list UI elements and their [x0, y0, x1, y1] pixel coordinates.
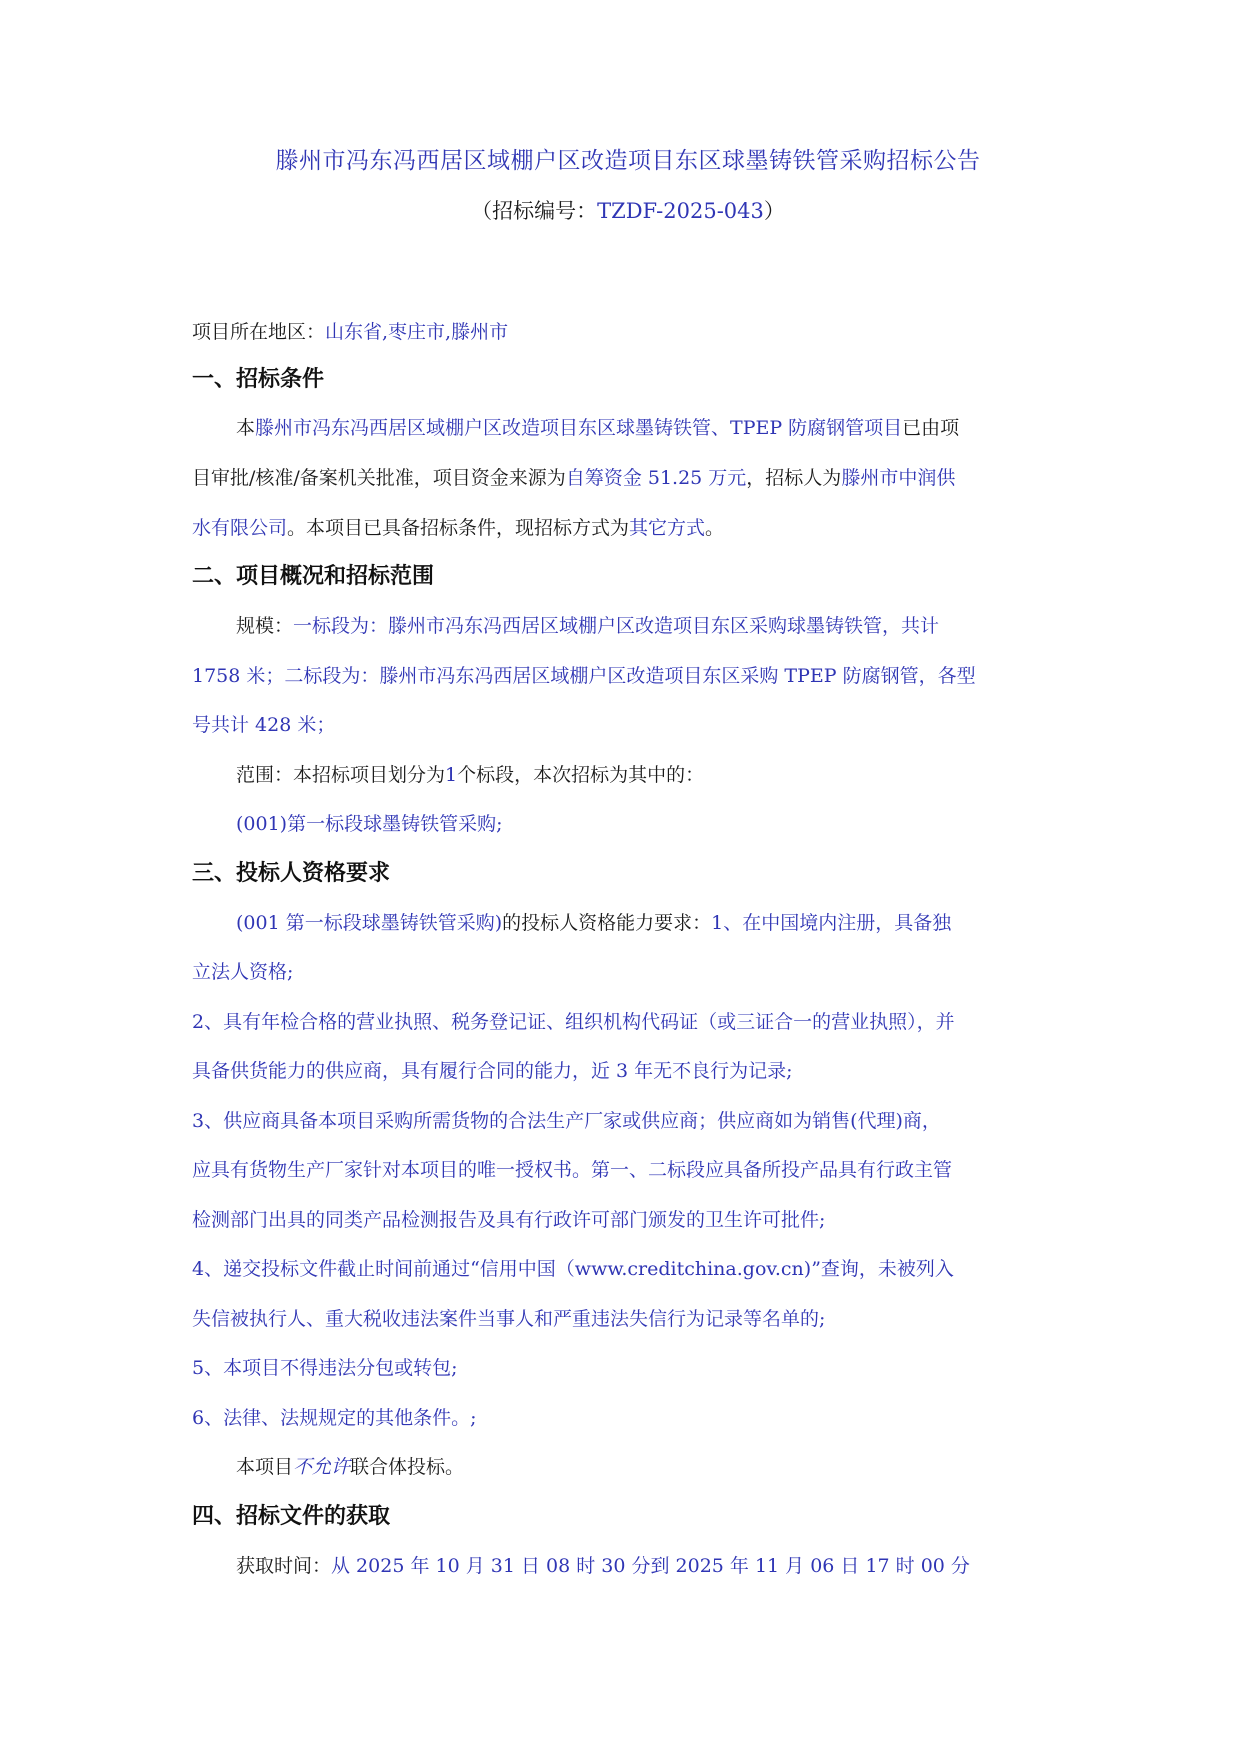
highlighted-text: 滕州市冯东冯西居区域棚户区改造项目东区球墨铸铁管、TPEP 防腐钢管项目 [255, 417, 903, 439]
document-title: 滕州市冯东冯西居区域棚户区改造项目东区球墨铸铁管采购招标公告 [275, 148, 981, 174]
requirement-item-5 [192, 1354, 1092, 1382]
highlighted-text: 应具有货物生产厂家针对本项目的唯一授权书。第一、二标段应具备所投产品具有行政主管 [192, 1159, 953, 1181]
highlighted-text: 6、法律、法规规定的其他条件。; [192, 1407, 477, 1429]
tender-number [0, 196, 1256, 226]
paragraph-line [236, 414, 1136, 442]
body-text: 获取时间： [236, 1555, 332, 1577]
section-heading-1: 一、招标条件 [192, 367, 325, 392]
paragraph-line [192, 1156, 1092, 1184]
requirement-item-2 [192, 1008, 1092, 1036]
paragraph-line [236, 612, 1136, 640]
paragraph-line [192, 662, 1092, 690]
acquisition-time [236, 1552, 1136, 1580]
body-text: 本项目 [236, 1456, 294, 1478]
requirement-item-3 [192, 1107, 1092, 1135]
body-text: 。 [705, 517, 725, 539]
highlighted-text: 水有限公司 [192, 517, 288, 539]
highlighted-text: (001 第一标段球墨铸铁管采购) [236, 912, 503, 934]
highlighted-text: 1、在中国境内注册，具备独 [711, 912, 952, 934]
highlighted-text: 4、递交投标文件截止时间前通过“信用中国（www.creditchina.gov.cn)”查询，未被列入 [192, 1258, 954, 1280]
body-text: 已由项 [902, 417, 960, 439]
highlighted-text: 自筹资金 51.25 万元 [565, 467, 747, 489]
highlighted-text: 一标段为：滕州市冯东冯西居区域棚户区改造项目东区采购球墨铸铁管，共计 [293, 615, 940, 637]
body-text: 范围：本招标项目划分为 [236, 764, 446, 786]
section-heading-3: 三、投标人资格要求 [192, 861, 391, 886]
section-heading-2: 二、项目概况和招标范围 [192, 564, 435, 589]
paragraph-line [192, 958, 1092, 986]
paragraph-line [192, 711, 1092, 739]
highlighted-text: 检测部门出具的同类产品检测报告及具有行政许可部门颁发的卫生许可批件; [192, 1209, 826, 1231]
highlighted-text: 其它方式 [629, 517, 706, 539]
highlighted-text: (001)第一标段球墨铸铁管采购; [236, 813, 503, 835]
paragraph-line [236, 761, 1136, 789]
highlighted-text: 5、本项目不得违法分包或转包; [192, 1357, 458, 1379]
body-text: 个标段，本次招标为其中的： [457, 764, 705, 786]
paragraph-line [192, 514, 1092, 542]
highlighted-text: 1758 米；二标段为：滕州市冯东冯西居区域棚户区改造项目东区采购 TPEP 防腐钢管，各型 [192, 665, 976, 687]
location-value: 山东省,枣庄市,滕州市 [325, 321, 509, 343]
highlighted-text: 号共计 428 米； [192, 714, 336, 736]
body-text: 规模： [236, 615, 294, 637]
paragraph-line [236, 909, 1136, 937]
highlighted-text: 3、供应商具备本项目采购所需货物的合法生产厂家或供应商；供应商如为销售(代理)商， [192, 1110, 941, 1132]
tender-number-prefix: （招标编号： [471, 199, 598, 223]
body-text: 的投标人资格能力要求： [502, 912, 712, 934]
highlighted-text: 不允许 [293, 1456, 351, 1478]
lot-item [236, 810, 1136, 838]
highlighted-text: 2、具有年检合格的营业执照、税务登记证、组织机构代码证（或三证合一的营业执照），并 [192, 1011, 955, 1033]
body-text: 目审批/核准/备案机关批准，项目资金来源为 [192, 467, 566, 489]
tender-number-code: TZDF-2025-043 [597, 199, 764, 223]
location-label: 项目所在地区： [192, 321, 326, 343]
highlighted-text: 从 2025 年 10 月 31 日 08 时 30 分到 2025 年 11 月 06 日 17 时 00 分 [331, 1555, 970, 1577]
body-text: 本 [236, 417, 256, 439]
paragraph-line [192, 1305, 1092, 1333]
highlighted-text: 具备供货能力的供应商，具有履行合同的能力，近 3 年无不良行为记录; [192, 1060, 793, 1082]
paragraph-line [192, 464, 1092, 492]
project-location [192, 318, 1092, 346]
tender-number-suffix: ） [763, 199, 785, 223]
consortium-note [236, 1453, 1136, 1481]
highlighted-text: 立法人资格; [192, 961, 294, 983]
body-text: ，招标人为 [746, 467, 842, 489]
body-text: 。本项目已具备招标条件，现招标方式为 [287, 517, 630, 539]
requirement-item-4 [192, 1255, 1092, 1283]
section-heading-4: 四、招标文件的获取 [192, 1504, 391, 1529]
highlighted-text: 滕州市中润供 [841, 467, 956, 489]
highlighted-text: 1 [445, 764, 458, 786]
requirement-item-6 [192, 1404, 1092, 1432]
paragraph-line [192, 1206, 1092, 1234]
highlighted-text: 失信被执行人、重大税收违法案件当事人和严重违法失信行为记录等名单的; [192, 1308, 826, 1330]
body-text: 联合体投标。 [350, 1456, 465, 1478]
paragraph-line [192, 1057, 1092, 1085]
